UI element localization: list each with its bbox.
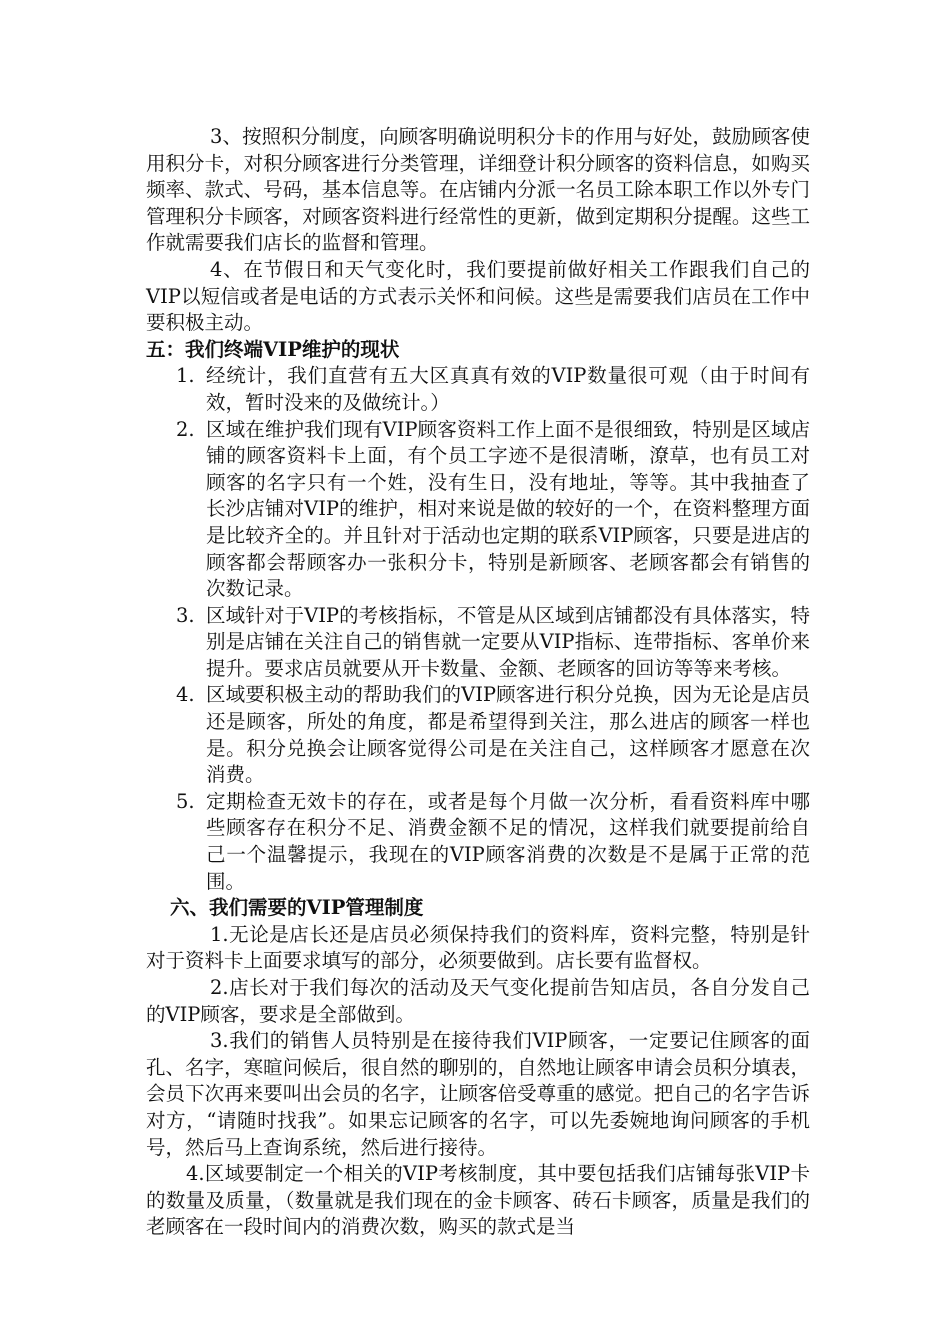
list-number: 2. [176, 417, 195, 441]
list-text: 区域针对于VIP的考核指标，不管是从区域到店铺都没有具体落实，特别是店铺在关注自己的销售就一定要从VIP指标、连带指标、客单价来提升。要求店员就要从开卡数量、金额、老顾客的回访等等来考核。 [206, 603, 810, 680]
paragraph-item-4: 4、在节假日和天气变化时，我们要提前做好相关工作跟我们自己的VIP以短信或者是电话的方式表示关怀和问候。这些是需要我们店员在工作中要积极主动。 [146, 257, 810, 335]
policy-paragraph-4: 4.区域要制定一个相关的VIP考核制度，其中要包括我们店铺每张VIP卡的数量及质量，（数量就是我们现在的金卡顾客、砖石卡顾客，质量是我们的老顾客在一段时间内的消费次数，购买的款式是当 [146, 1162, 810, 1239]
list-item [146, 363, 810, 416]
list-number: 5. [176, 789, 195, 813]
list-number: 4. [176, 683, 195, 707]
section-6-heading: 六、我们需要的VIP管理制度 [170, 896, 424, 920]
list-number: 3. [176, 603, 195, 627]
policy-paragraph-2: 2.店长对于我们每次的活动及天气变化提前告知店员，各自分发自己的VIP顾客，要求是全部做到。 [146, 976, 810, 1026]
list-item [146, 417, 810, 603]
list-text: 定期检查无效卡的存在，或者是每个月做一次分析，看看资料库中哪些顾客存在积分不足、消费金额不足的情况，这样我们就要提前给自己一个温馨提示，我现在的VIP顾客消费的次数是不是属于正常的范围。 [206, 789, 810, 893]
list-item [146, 682, 810, 788]
list-item [146, 789, 810, 895]
document-page [146, 124, 810, 1241]
list-number: 1. [176, 364, 195, 388]
section-5-list [146, 363, 810, 895]
policy-paragraph-3: 3.我们的销售人员特别是在接待我们VIP顾客，一定要记住顾客的面孔、名字，寒暄问候后，很自然的聊别的，自然地让顾客申请会员积分填表，会员下次再来要叫出会员的名字，让顾客倍受尊重的感觉。把自己的名字告诉对方，“请随时找我”。如果忘记顾客的名字，可以先委婉地询问顾客的手机号，然后马上查询系统，然后进行接待。 [146, 1029, 810, 1159]
section-5-heading: 五：我们终端VIP维护的现状 [146, 337, 400, 361]
list-text: 区域要积极主动的帮助我们的VIP顾客进行积分兑换，因为无论是店员还是顾客，所处的角度，都是希望得到关注，那么进店的顾客一样也是。积分兑换会让顾客觉得公司是在关注自己，这样顾客才愿意在次消费。 [206, 683, 810, 787]
list-text: 经统计，我们直营有五大区真真有效的VIP数量很可观（由于时间有效，暂时没来的及做统计。） [206, 364, 810, 414]
policy-paragraph-1: 1.无论是店长还是店员必须保持我们的资料库，资料完整，特别是针对于资料卡上面要求填写的部分，必须要做到。店长要有监督权。 [146, 922, 810, 973]
list-item [146, 603, 810, 683]
list-text: 区域在维护我们现有VIP顾客资料工作上面不是很细致，特别是区域店铺的顾客资料卡上面，有个员工字迹不是很清晰，潦草，也有员工对顾客的名字只有一个姓，没有生日，没有地址，等等。其中我抽查了长沙店铺对VIP的维护，相对来说是做的较好的一个，在资料整理方面是比较齐全的。并且针对于活动也定期的联系VIP顾客，只要是进店的顾客都会帮顾客办一张积分卡，特别是新顾客、老顾客都会有销售的次数记录。 [206, 417, 810, 601]
paragraph-item-3: 3、按照积分制度，向顾客明确说明积分卡的作用与好处，鼓励顾客使用积分卡，对积分顾客进行分类管理，详细登计积分顾客的资料信息，如购买频率、款式、号码，基本信息等。在店铺内分派一名员工除本职工作以外专门管理积分卡顾客，对顾客资料进行经常性的更新，做到定期积分提醒。这些工作就需要我们店长的监督和管理。 [146, 125, 810, 255]
